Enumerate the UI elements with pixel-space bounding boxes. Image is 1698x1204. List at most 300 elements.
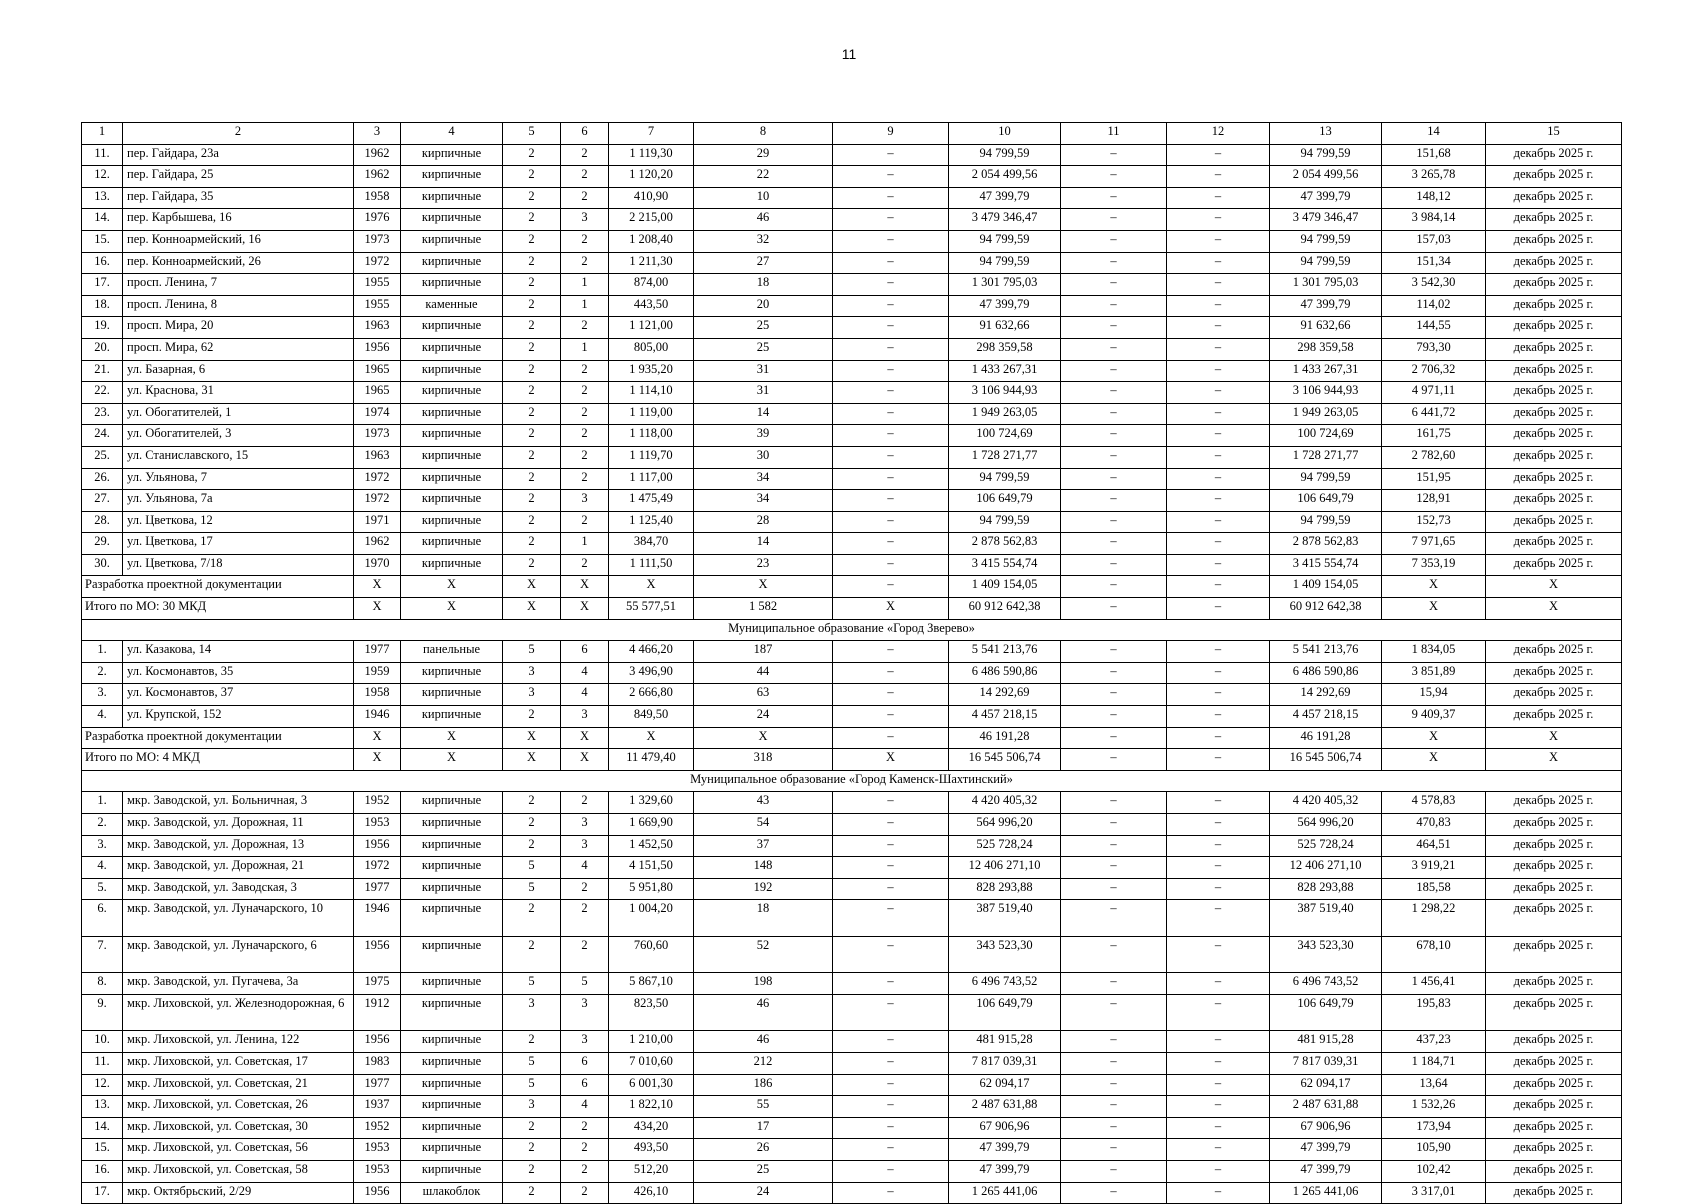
total-area: 1 669,90 — [609, 814, 694, 836]
col-12: – — [1167, 792, 1270, 814]
col-9: – — [833, 446, 949, 468]
column-number-cell: 15 — [1486, 123, 1622, 145]
floors: 2 — [503, 425, 561, 447]
col-12: – — [1167, 533, 1270, 555]
col-14: 1 456,41 — [1382, 973, 1486, 995]
col-12: – — [1167, 1117, 1270, 1139]
year-built: 1983 — [354, 1053, 401, 1075]
column-number-cell: 7 — [609, 123, 694, 145]
total-area: 410,90 — [609, 187, 694, 209]
summary-cell: – — [833, 576, 949, 598]
residents: 22 — [694, 166, 833, 188]
column-number-cell: 9 — [833, 123, 949, 145]
col-12: – — [1167, 706, 1270, 728]
summary-cell: X — [833, 749, 949, 771]
col-9: – — [833, 1182, 949, 1204]
floors: 5 — [503, 857, 561, 879]
col-10: 387 519,40 — [949, 900, 1061, 937]
total-area: 1 114,10 — [609, 382, 694, 404]
address: ул. Обогатителей, 1 — [123, 403, 354, 425]
row-number: 18. — [82, 295, 123, 317]
deadline: декабрь 2025 г. — [1486, 900, 1622, 937]
col-14: 6 441,72 — [1382, 403, 1486, 425]
col-14: 114,02 — [1382, 295, 1486, 317]
column-number-cell: 14 — [1382, 123, 1486, 145]
col-10: 91 632,66 — [949, 317, 1061, 339]
floors: 2 — [503, 166, 561, 188]
wall-material: кирпичные — [401, 533, 503, 555]
residents: 24 — [694, 706, 833, 728]
table-row — [82, 360, 1622, 382]
col-11: – — [1061, 994, 1167, 1031]
year-built: 1975 — [354, 973, 401, 995]
entrances: 1 — [561, 295, 609, 317]
col-13: 1 265 441,06 — [1270, 1182, 1382, 1204]
col-11: – — [1061, 973, 1167, 995]
col-12: – — [1167, 936, 1270, 973]
entrances: 3 — [561, 1031, 609, 1053]
row-number: 12. — [82, 1074, 123, 1096]
col-9: – — [833, 662, 949, 684]
total-area: 760,60 — [609, 936, 694, 973]
col-12: – — [1167, 900, 1270, 937]
address: мкр. Заводской, ул. Луначарского, 6 — [123, 936, 354, 973]
residents: 17 — [694, 1117, 833, 1139]
col-10: 4 457 218,15 — [949, 706, 1061, 728]
table-row — [82, 252, 1622, 274]
year-built: 1956 — [354, 338, 401, 360]
col-14: 464,51 — [1382, 835, 1486, 857]
col-14: 157,03 — [1382, 230, 1486, 252]
entrances: 2 — [561, 144, 609, 166]
col-10: 47 399,79 — [949, 295, 1061, 317]
col-13: 106 649,79 — [1270, 490, 1382, 512]
col-11: – — [1061, 144, 1167, 166]
entrances: 6 — [561, 641, 609, 663]
deadline: декабрь 2025 г. — [1486, 425, 1622, 447]
page-number: 11 — [841, 46, 857, 62]
row-number: 8. — [82, 973, 123, 995]
col-10: 6 496 743,52 — [949, 973, 1061, 995]
col-13: 3 415 554,74 — [1270, 554, 1382, 576]
col-9: – — [833, 1161, 949, 1183]
table-row — [82, 1182, 1622, 1204]
col-12: – — [1167, 295, 1270, 317]
year-built: 1965 — [354, 382, 401, 404]
table-row — [82, 425, 1622, 447]
deadline: декабрь 2025 г. — [1486, 533, 1622, 555]
col-11: – — [1061, 936, 1167, 973]
col-13: 91 632,66 — [1270, 317, 1382, 339]
address: мкр. Лиховской, ул. Ленина, 122 — [123, 1031, 354, 1053]
address: ул. Космонавтов, 35 — [123, 662, 354, 684]
col-12: – — [1167, 1031, 1270, 1053]
total-area: 1 475,49 — [609, 490, 694, 512]
address: просп. Мира, 62 — [123, 338, 354, 360]
wall-material: шлакоблок — [401, 1182, 503, 1204]
col-13: 47 399,79 — [1270, 295, 1382, 317]
table-row — [82, 835, 1622, 857]
summary-cell: X — [561, 598, 609, 620]
col-13: 1 728 271,77 — [1270, 446, 1382, 468]
col-10: 47 399,79 — [949, 1139, 1061, 1161]
col-9: – — [833, 360, 949, 382]
col-10: 2 487 631,88 — [949, 1096, 1061, 1118]
address: мкр. Заводской, ул. Дорожная, 11 — [123, 814, 354, 836]
col-10: 7 817 039,31 — [949, 1053, 1061, 1075]
wall-material: кирпичные — [401, 468, 503, 490]
address: мкр. Заводской, ул. Больничная, 3 — [123, 792, 354, 814]
wall-material: кирпичные — [401, 1031, 503, 1053]
year-built: 1956 — [354, 936, 401, 973]
col-14: 13,64 — [1382, 1074, 1486, 1096]
col-12: – — [1167, 857, 1270, 879]
wall-material: кирпичные — [401, 209, 503, 231]
design-docs-label: Разработка проектной документации — [82, 576, 354, 598]
col-12: – — [1167, 835, 1270, 857]
year-built: 1972 — [354, 490, 401, 512]
table-row — [82, 900, 1622, 937]
col-12: – — [1167, 1096, 1270, 1118]
col-9: – — [833, 187, 949, 209]
row-number: 9. — [82, 994, 123, 1031]
col-10: 3 106 944,93 — [949, 382, 1061, 404]
entrances: 1 — [561, 274, 609, 296]
floors: 5 — [503, 641, 561, 663]
entrances: 2 — [561, 425, 609, 447]
col-11: – — [1061, 1096, 1167, 1118]
col-13: 94 799,59 — [1270, 252, 1382, 274]
total-row — [82, 598, 1622, 620]
col-10: 2 878 562,83 — [949, 533, 1061, 555]
floors: 3 — [503, 662, 561, 684]
column-number-cell: 1 — [82, 123, 123, 145]
column-number-cell: 6 — [561, 123, 609, 145]
summary-cell: X — [561, 576, 609, 598]
total-label: Итого по МО: 4 МКД — [82, 749, 354, 771]
entrances: 3 — [561, 209, 609, 231]
address: просп. Ленина, 8 — [123, 295, 354, 317]
summary-cell: X — [833, 598, 949, 620]
col-11: – — [1061, 446, 1167, 468]
col-14: 144,55 — [1382, 317, 1486, 339]
summary-cell: X — [694, 576, 833, 598]
col-11: – — [1061, 511, 1167, 533]
address: мкр. Лиховской, ул. Железнодорожная, 6 — [123, 994, 354, 1031]
col-10: 564 996,20 — [949, 814, 1061, 836]
address: мкр. Лиховской, ул. Советская, 26 — [123, 1096, 354, 1118]
wall-material: каменные — [401, 295, 503, 317]
col-14: 7 353,19 — [1382, 554, 1486, 576]
floors: 2 — [503, 900, 561, 937]
col-13: 47 399,79 — [1270, 187, 1382, 209]
row-number: 3. — [82, 684, 123, 706]
floors: 2 — [503, 295, 561, 317]
year-built: 1956 — [354, 835, 401, 857]
col-9: – — [833, 994, 949, 1031]
deadline: декабрь 2025 г. — [1486, 446, 1622, 468]
table-row — [82, 144, 1622, 166]
col-13: 481 915,28 — [1270, 1031, 1382, 1053]
address: мкр. Октябрьский, 2/29 — [123, 1182, 354, 1204]
col-12: – — [1167, 554, 1270, 576]
summary-cell: X — [354, 598, 401, 620]
col-9: – — [833, 338, 949, 360]
floors: 5 — [503, 878, 561, 900]
table-row — [82, 511, 1622, 533]
deadline: декабрь 2025 г. — [1486, 814, 1622, 836]
col-10: 67 906,96 — [949, 1117, 1061, 1139]
wall-material: кирпичные — [401, 338, 503, 360]
summary-cell: X — [503, 727, 561, 749]
wall-material: кирпичные — [401, 511, 503, 533]
total-area: 874,00 — [609, 274, 694, 296]
floors: 2 — [503, 468, 561, 490]
col-13: 387 519,40 — [1270, 900, 1382, 937]
col-13: 828 293,88 — [1270, 878, 1382, 900]
residents: 14 — [694, 403, 833, 425]
col-11: – — [1061, 684, 1167, 706]
address: пер. Гайдара, 35 — [123, 187, 354, 209]
residents: 28 — [694, 511, 833, 533]
col-9: – — [833, 706, 949, 728]
col-11: – — [1061, 900, 1167, 937]
wall-material: кирпичные — [401, 936, 503, 973]
col-10: 1 301 795,03 — [949, 274, 1061, 296]
table-row — [82, 662, 1622, 684]
floors: 2 — [503, 144, 561, 166]
wall-material: кирпичные — [401, 878, 503, 900]
col-9: – — [833, 144, 949, 166]
col-9: – — [833, 1096, 949, 1118]
table-row — [82, 641, 1622, 663]
col-9: – — [833, 382, 949, 404]
col-12: – — [1167, 1161, 1270, 1183]
year-built: 1977 — [354, 878, 401, 900]
col-11: – — [1061, 490, 1167, 512]
col-12: – — [1167, 490, 1270, 512]
year-built: 1973 — [354, 230, 401, 252]
table-row — [82, 706, 1622, 728]
residents: 26 — [694, 1139, 833, 1161]
col-11: – — [1061, 382, 1167, 404]
row-number: 19. — [82, 317, 123, 339]
floors: 5 — [503, 1053, 561, 1075]
col-11: – — [1061, 533, 1167, 555]
col-11: – — [1061, 662, 1167, 684]
table-row — [82, 295, 1622, 317]
summary-cell: X — [1382, 598, 1486, 620]
wall-material: кирпичные — [401, 973, 503, 995]
wall-material: кирпичные — [401, 1139, 503, 1161]
summary-cell: X — [354, 576, 401, 598]
table-row — [82, 973, 1622, 995]
col-12: – — [1167, 144, 1270, 166]
col-9: – — [833, 878, 949, 900]
year-built: 1952 — [354, 792, 401, 814]
entrances: 3 — [561, 490, 609, 512]
section-header-row — [82, 619, 1622, 641]
table-row — [82, 209, 1622, 231]
col-11: – — [1061, 166, 1167, 188]
col-11: – — [1061, 274, 1167, 296]
table-row — [82, 533, 1622, 555]
col-9: – — [833, 511, 949, 533]
address: ул. Ульянова, 7а — [123, 490, 354, 512]
col-13: 343 523,30 — [1270, 936, 1382, 973]
col-11: – — [1061, 1031, 1167, 1053]
table-row — [82, 382, 1622, 404]
entrances: 2 — [561, 1182, 609, 1204]
total-area: 1 111,50 — [609, 554, 694, 576]
year-built: 1963 — [354, 317, 401, 339]
col-12: – — [1167, 1139, 1270, 1161]
col-14: 161,75 — [1382, 425, 1486, 447]
col-11: – — [1061, 706, 1167, 728]
col-14: 3 317,01 — [1382, 1182, 1486, 1204]
col-11: – — [1061, 360, 1167, 382]
col-14: 1 834,05 — [1382, 641, 1486, 663]
address: мкр. Лиховской, ул. Советская, 56 — [123, 1139, 354, 1161]
col-9: – — [833, 554, 949, 576]
col-13: 47 399,79 — [1270, 1139, 1382, 1161]
deadline: декабрь 2025 г. — [1486, 1096, 1622, 1118]
row-number: 30. — [82, 554, 123, 576]
total-area: 1 120,20 — [609, 166, 694, 188]
year-built: 1976 — [354, 209, 401, 231]
entrances: 2 — [561, 468, 609, 490]
col-11: – — [1061, 252, 1167, 274]
address: ул. Цветкова, 7/18 — [123, 554, 354, 576]
deadline: декабрь 2025 г. — [1486, 878, 1622, 900]
table-row — [82, 1139, 1622, 1161]
col-13: 525 728,24 — [1270, 835, 1382, 857]
address: ул. Базарная, 6 — [123, 360, 354, 382]
row-number: 4. — [82, 706, 123, 728]
col-13: 62 094,17 — [1270, 1074, 1382, 1096]
address: мкр. Заводской, ул. Луначарского, 10 — [123, 900, 354, 937]
section-title: Муниципальное образование «Город Каменск-Шахтинский» — [82, 770, 1622, 792]
wall-material: кирпичные — [401, 144, 503, 166]
deadline: декабрь 2025 г. — [1486, 684, 1622, 706]
residents: 192 — [694, 878, 833, 900]
wall-material: кирпичные — [401, 1074, 503, 1096]
col-11: – — [1061, 209, 1167, 231]
col-10: 481 915,28 — [949, 1031, 1061, 1053]
col-11: – — [1061, 295, 1167, 317]
deadline: декабрь 2025 г. — [1486, 338, 1622, 360]
col-11: – — [1061, 403, 1167, 425]
summary-cell: X — [1382, 727, 1486, 749]
row-number: 15. — [82, 1139, 123, 1161]
floors: 2 — [503, 317, 561, 339]
table-row — [82, 338, 1622, 360]
entrances: 2 — [561, 554, 609, 576]
col-14: 2 782,60 — [1382, 446, 1486, 468]
floors: 2 — [503, 1139, 561, 1161]
row-number: 27. — [82, 490, 123, 512]
col-11: – — [1061, 1117, 1167, 1139]
deadline: декабрь 2025 г. — [1486, 1117, 1622, 1139]
total-area: 1 119,70 — [609, 446, 694, 468]
col-11: – — [1061, 187, 1167, 209]
residents: 46 — [694, 1031, 833, 1053]
total-area: 823,50 — [609, 994, 694, 1031]
col-10: 106 649,79 — [949, 994, 1061, 1031]
col-14: 105,90 — [1382, 1139, 1486, 1161]
deadline: декабрь 2025 г. — [1486, 936, 1622, 973]
col-10: 12 406 271,10 — [949, 857, 1061, 879]
col-9: – — [833, 490, 949, 512]
wall-material: кирпичные — [401, 360, 503, 382]
floors: 2 — [503, 252, 561, 274]
col-11: – — [1061, 878, 1167, 900]
address: пер. Конноармейский, 16 — [123, 230, 354, 252]
entrances: 2 — [561, 446, 609, 468]
table-row — [82, 814, 1622, 836]
table-row — [82, 1031, 1622, 1053]
row-number: 26. — [82, 468, 123, 490]
total-area: 5 867,10 — [609, 973, 694, 995]
row-number: 7. — [82, 936, 123, 973]
residents: 34 — [694, 490, 833, 512]
floors: 2 — [503, 338, 561, 360]
floors: 2 — [503, 511, 561, 533]
row-number: 23. — [82, 403, 123, 425]
table-body — [82, 123, 1622, 1204]
col-9: – — [833, 936, 949, 973]
summary-cell: X — [503, 598, 561, 620]
year-built: 1956 — [354, 1031, 401, 1053]
design-docs-row — [82, 727, 1622, 749]
total-area: 805,00 — [609, 338, 694, 360]
row-number: 2. — [82, 814, 123, 836]
col-14: 128,91 — [1382, 490, 1486, 512]
row-number: 11. — [82, 1053, 123, 1075]
col-14: 4 578,83 — [1382, 792, 1486, 814]
summary-cell: – — [1167, 749, 1270, 771]
floors: 2 — [503, 706, 561, 728]
entrances: 1 — [561, 338, 609, 360]
floors: 2 — [503, 187, 561, 209]
column-number-cell: 10 — [949, 123, 1061, 145]
col-12: – — [1167, 230, 1270, 252]
col-11: – — [1061, 814, 1167, 836]
summary-cell: X — [561, 749, 609, 771]
col-13: 2 878 562,83 — [1270, 533, 1382, 555]
deadline: декабрь 2025 г. — [1486, 468, 1622, 490]
row-number: 17. — [82, 1182, 123, 1204]
deadline: декабрь 2025 г. — [1486, 490, 1622, 512]
summary-cell: – — [1061, 598, 1167, 620]
row-number: 14. — [82, 1117, 123, 1139]
design-docs-row — [82, 576, 1622, 598]
col-10: 94 799,59 — [949, 468, 1061, 490]
table-row — [82, 490, 1622, 512]
column-number-cell: 4 — [401, 123, 503, 145]
total-label: Итого по МО: 30 МКД — [82, 598, 354, 620]
col-12: – — [1167, 814, 1270, 836]
col-13: 2 487 631,88 — [1270, 1096, 1382, 1118]
wall-material: кирпичные — [401, 1117, 503, 1139]
summary-cell: 16 545 506,74 — [1270, 749, 1382, 771]
row-number: 24. — [82, 425, 123, 447]
address: ул. Казакова, 14 — [123, 641, 354, 663]
table-row — [82, 274, 1622, 296]
entrances: 1 — [561, 533, 609, 555]
floors: 2 — [503, 1161, 561, 1183]
wall-material: кирпичные — [401, 1161, 503, 1183]
